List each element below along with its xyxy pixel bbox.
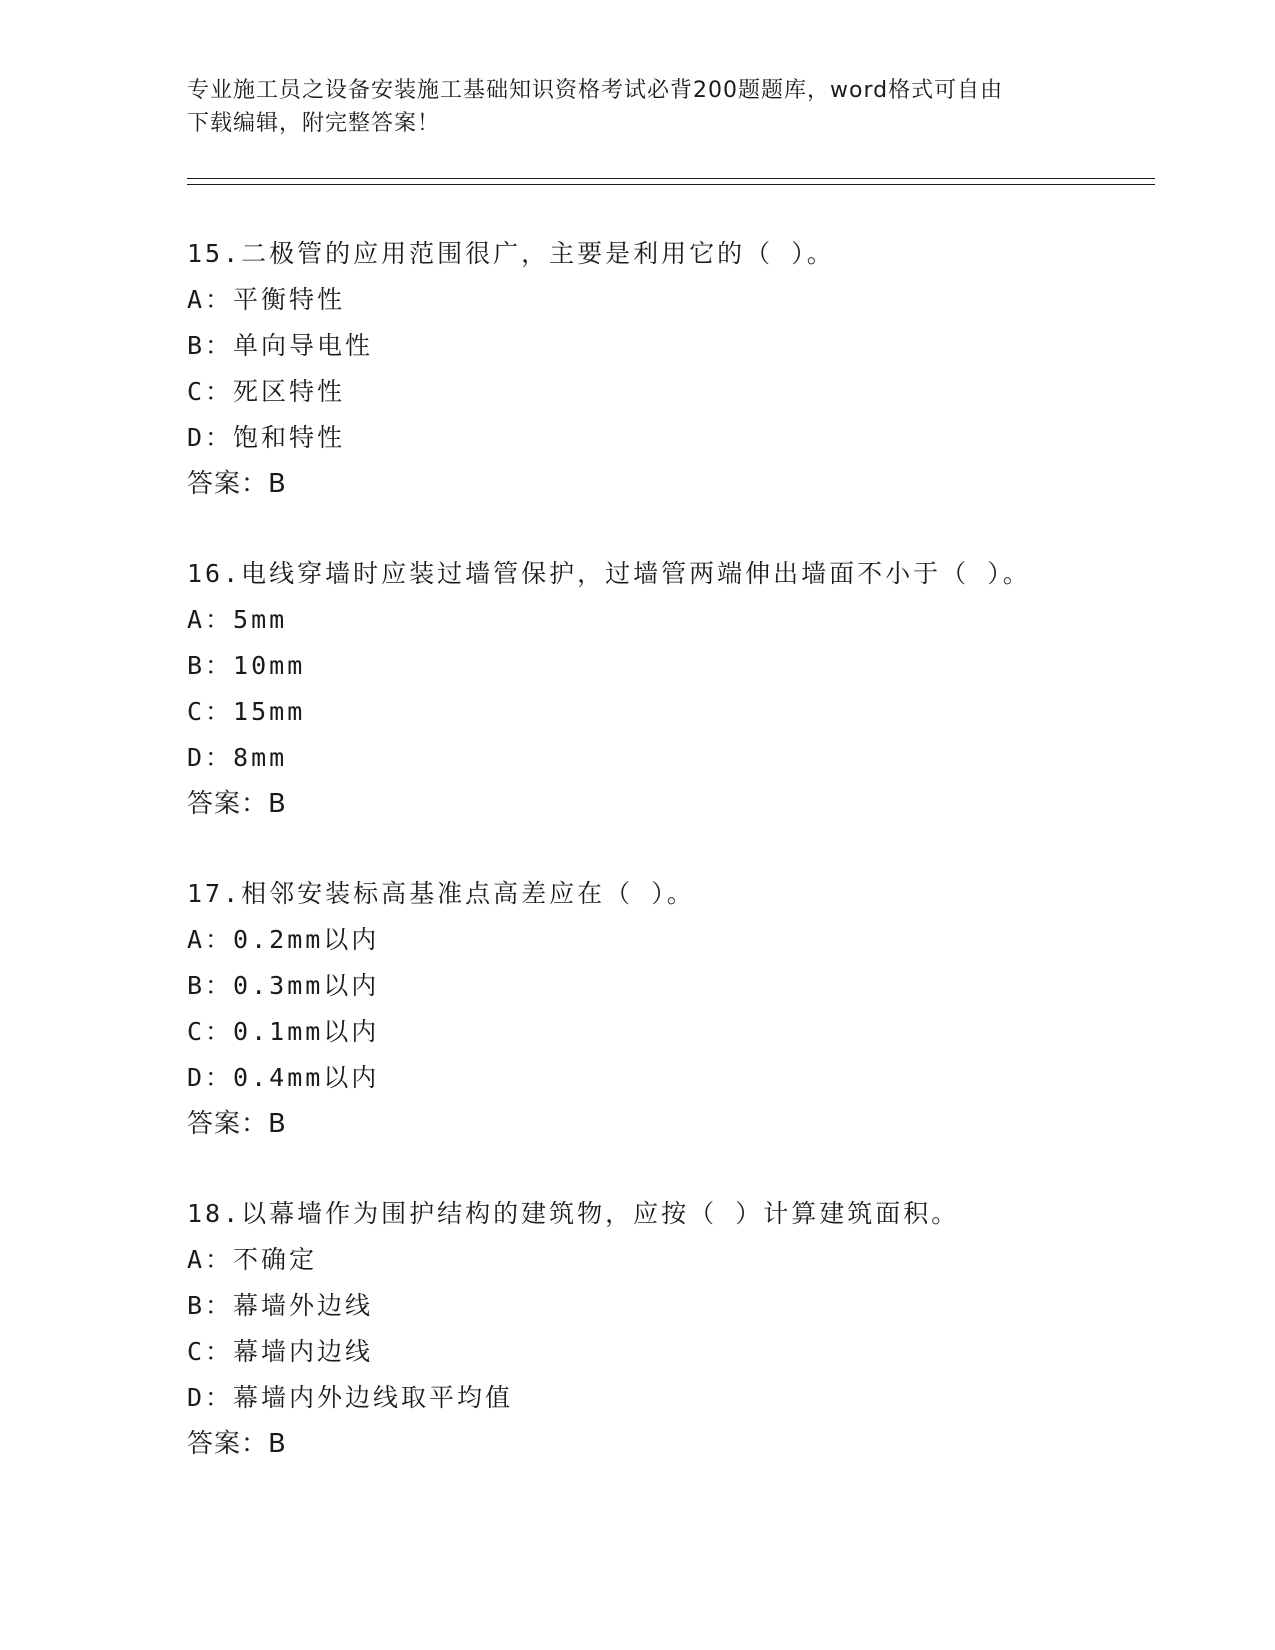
question-15	[187, 231, 1167, 507]
option-c: C：死区特性	[187, 377, 346, 406]
question-stem: 15.二极管的应用范围很广，主要是利用它的（ ）。	[187, 239, 835, 268]
header-line-1: 专业施工员之设备安装施工基础知识资格考试必背200题题库，word格式可自由	[187, 78, 1004, 103]
option-d: D：8mm	[187, 743, 288, 772]
answer: 答案：B	[187, 789, 287, 819]
option-c: C：幕墙内边线	[187, 1337, 374, 1366]
option-a: A：0.2mm以内	[187, 925, 380, 954]
answer: 答案：B	[187, 1429, 287, 1459]
option-b: B：幕墙外边线	[187, 1291, 374, 1320]
option-b: B：10mm	[187, 651, 306, 680]
option-c: C：0.1mm以内	[187, 1017, 380, 1046]
question-stem: 18.以幕墙作为围护结构的建筑物，应按（ ）计算建筑面积。	[187, 1199, 960, 1228]
header-line-2: 下载编辑，附完整答案！	[187, 111, 441, 136]
option-d: D：幕墙内外边线取平均值	[187, 1383, 514, 1412]
answer: 答案：B	[187, 1109, 287, 1139]
option-b: B：单向导电性	[187, 331, 374, 360]
option-a: A：5mm	[187, 605, 288, 634]
answer: 答案：B	[187, 469, 287, 499]
option-a: A：不确定	[187, 1245, 318, 1274]
question-16	[187, 551, 1167, 827]
option-a: A：平衡特性	[187, 285, 346, 314]
header-divider-bottom	[187, 184, 1155, 185]
option-d: D：0.4mm以内	[187, 1063, 380, 1092]
question-17	[187, 871, 1167, 1147]
option-b: B：0.3mm以内	[187, 971, 380, 1000]
question-stem: 17.相邻安装标高基准点高差应在（ ）。	[187, 879, 695, 908]
question-stem: 16.电线穿墙时应装过墙管保护，过墙管两端伸出墙面不小于（ ）。	[187, 559, 1031, 588]
option-d: D：饱和特性	[187, 423, 346, 452]
option-c: C：15mm	[187, 697, 306, 726]
question-18	[187, 1191, 1167, 1467]
header-divider-top	[187, 178, 1155, 179]
document-header	[187, 74, 1087, 140]
